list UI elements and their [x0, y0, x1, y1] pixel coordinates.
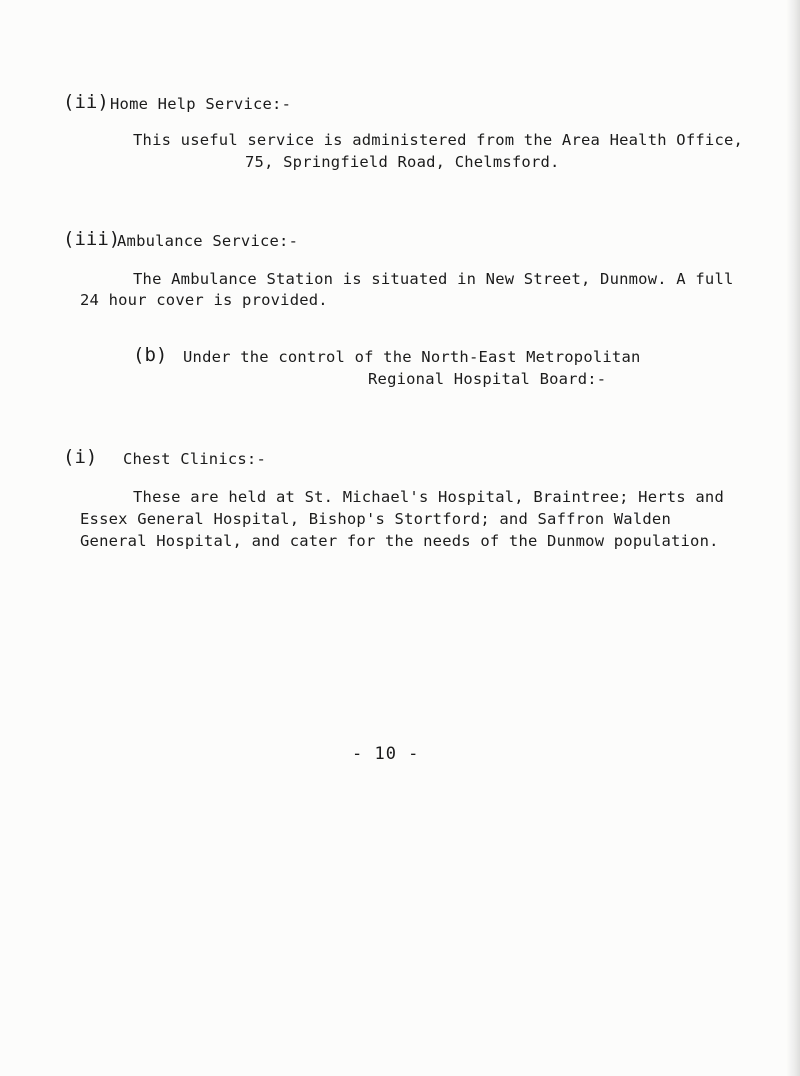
section-title: Ambulance Service:- — [117, 232, 299, 250]
body-line: This useful service is administered from the Area Health Office, — [133, 131, 744, 149]
section-title: Home Help Service:- — [110, 95, 292, 113]
body-line: 75, Springfield Road, Chelmsford. — [245, 153, 560, 171]
body-line: 24 hour cover is provided. — [80, 291, 328, 309]
section-number: (iii) — [63, 228, 121, 250]
section-number: (ii) — [63, 91, 109, 113]
subsection-label: (b) — [133, 344, 168, 366]
body-line: General Hospital, and cater for the needs of the Dunmow population. — [80, 532, 719, 550]
heading-line: Regional Hospital Board:- — [368, 370, 607, 388]
body-line: Essex General Hospital, Bishop's Stortford; and Saffron Walden — [80, 510, 671, 528]
section-title: Chest Clinics:- — [123, 450, 266, 468]
heading-line: Under the control of the North-East Metropolitan — [183, 348, 641, 366]
body-line: The Ambulance Station is situated in New Street, Dunmow. A full — [133, 270, 734, 288]
page-edge-shadow — [786, 0, 800, 1076]
section-number: (i) — [63, 446, 98, 468]
page-number: - 10 - — [352, 744, 420, 764]
body-line: These are held at St. Michael's Hospital, Braintree; Herts and — [133, 488, 724, 506]
